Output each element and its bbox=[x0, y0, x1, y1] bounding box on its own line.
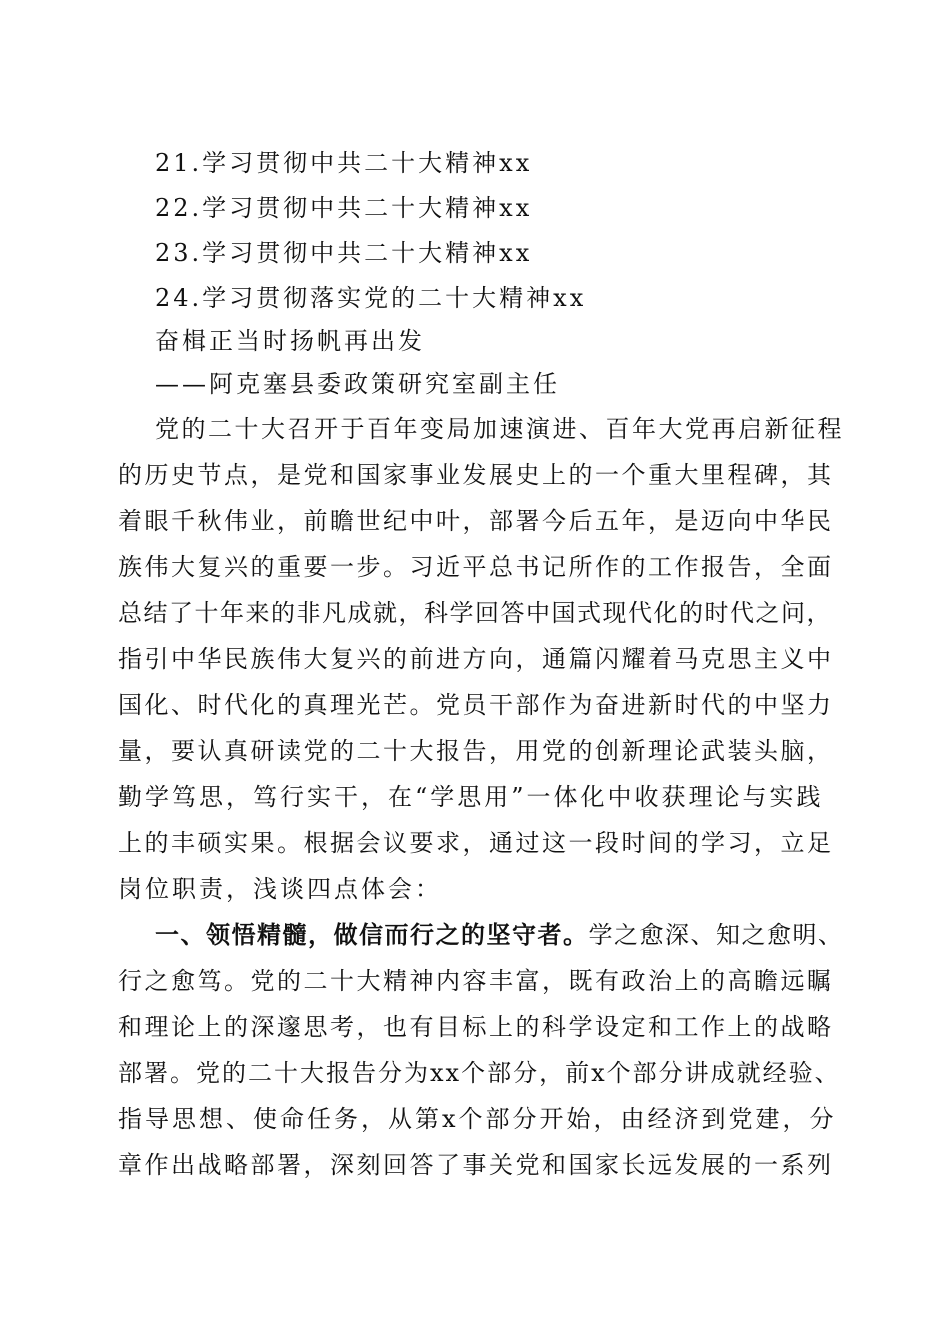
intro-line-6: 指引中华民族伟大复兴的前进方向，通篇闪耀着马克思主义中 bbox=[118, 645, 834, 673]
intro-line-9: 勤学笃思，笃行实干，在“学思用”一体化中收获理论与实践 bbox=[118, 783, 824, 811]
section1-line-6: 章作出战略部署，深刻回答了事关党和国家长远发展的一系列 bbox=[118, 1151, 834, 1179]
intro-line-5: 总结了十年来的非凡成就，科学回答中国式现代化的时代之问， bbox=[118, 599, 832, 627]
section1-line-2: 行之愈笃。党的二十大精神内容丰富，既有政治上的高瞻远瞩 bbox=[118, 967, 834, 995]
section1-line-5: 指导思想、使命任务，从第x个部分开始，由经济到党建，分 bbox=[118, 1105, 837, 1133]
article-byline: ——阿克塞县委政策研究室副主任 bbox=[155, 370, 560, 398]
intro-line-2: 的历史节点，是党和国家事业发展史上的一个重大里程碑，其 bbox=[118, 461, 834, 489]
section1-first-line-rest: 学之愈深、知之愈明、 bbox=[588, 921, 844, 949]
intro-line-7: 国化、时代化的真理光芒。党员干部作为奋进新时代的中坚力 bbox=[118, 691, 834, 719]
toc-item-23: 23.学习贯彻中共二十大精神xx bbox=[155, 239, 533, 267]
toc-item-22: 22.学习贯彻中共二十大精神xx bbox=[155, 194, 533, 222]
toc-item-24: 24.学习贯彻落实党的二十大精神xx bbox=[155, 284, 587, 312]
section1-line-3: 和理论上的深邃思考，也有目标上的科学设定和工作上的战略 bbox=[118, 1013, 834, 1041]
intro-line-8: 量，要认真研读党的二十大报告，用党的创新理论武装头脑， bbox=[118, 737, 834, 765]
article-title: 奋楫正当时扬帆再出发 bbox=[155, 327, 425, 355]
intro-line-11: 岗位职责，浅谈四点体会： bbox=[118, 875, 442, 903]
intro-line-4: 族伟大复兴的重要一步。习近平总书记所作的工作报告，全面 bbox=[118, 553, 834, 581]
section1-first-line bbox=[155, 920, 844, 950]
section1-line-4: 部署。党的二十大报告分为xx个部分，前x个部分讲成就经验、 bbox=[118, 1059, 841, 1087]
intro-line-3: 着眼千秋伟业，前瞻世纪中叶，部署今后五年，是迈向中华民 bbox=[118, 507, 834, 535]
intro-line-10: 上的丰硕实果。根据会议要求，通过这一段时间的学习，立足 bbox=[118, 829, 834, 857]
intro-line-1: 党的二十大召开于百年变局加速演进、百年大党再启新征程 bbox=[155, 415, 844, 443]
section1-heading: 一、领悟精髓，做信而行之的坚守者。 bbox=[155, 921, 589, 949]
toc-item-21: 21.学习贯彻中共二十大精神xx bbox=[155, 149, 533, 177]
